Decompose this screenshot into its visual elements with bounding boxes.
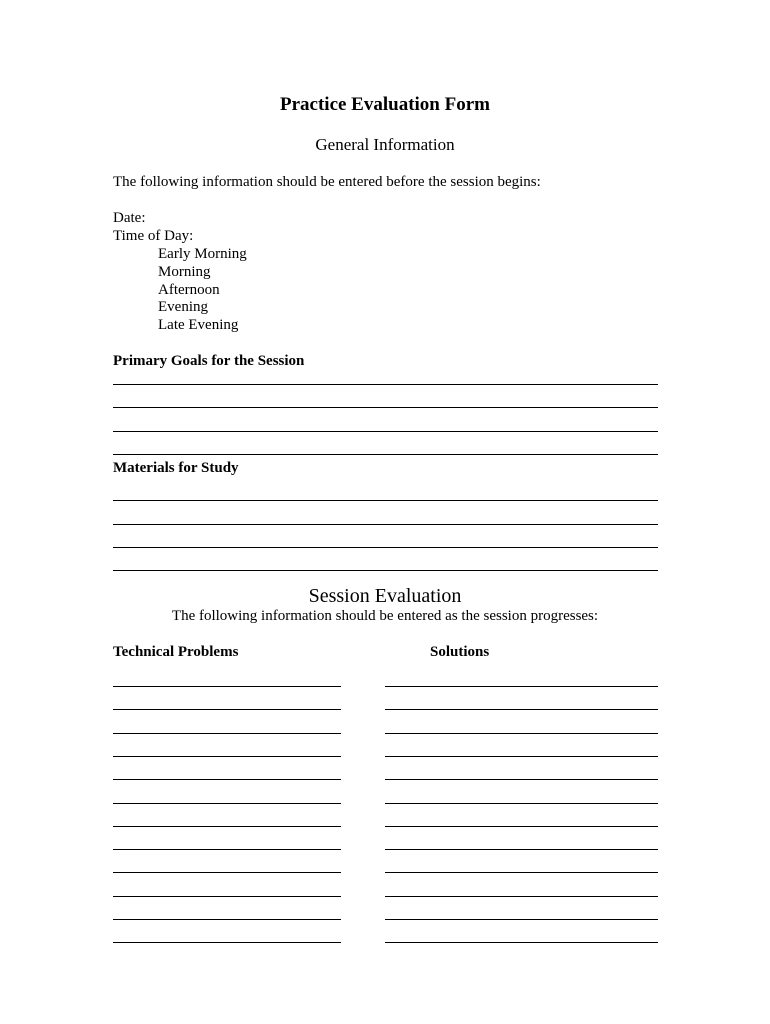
- problem-writing-line: [113, 686, 341, 687]
- time-of-day-label: Time of Day:: [113, 228, 194, 244]
- solution-writing-line: [385, 803, 658, 804]
- solution-writing-line: [385, 919, 658, 920]
- time-option-evening: Evening: [158, 299, 208, 315]
- technical-problems-heading: Technical Problems: [113, 644, 239, 660]
- materials-heading: Materials for Study: [113, 460, 239, 476]
- problem-writing-line: [113, 849, 341, 850]
- problem-writing-line: [113, 919, 341, 920]
- solution-writing-line: [385, 826, 658, 827]
- solution-writing-line: [385, 709, 658, 710]
- solution-writing-line: [385, 686, 658, 687]
- solution-writing-line: [385, 872, 658, 873]
- general-intro-text: The following information should be entered before the session begins:: [113, 174, 541, 190]
- goals-writing-line: [113, 384, 658, 385]
- problem-writing-line: [113, 942, 341, 943]
- problem-writing-line: [113, 779, 341, 780]
- problem-writing-line: [113, 756, 341, 757]
- time-option-afternoon: Afternoon: [158, 282, 220, 298]
- problem-writing-line: [113, 733, 341, 734]
- solution-writing-line: [385, 896, 658, 897]
- goals-writing-line: [113, 407, 658, 408]
- materials-writing-line: [113, 524, 658, 525]
- problem-writing-line: [113, 709, 341, 710]
- time-option-late-evening: Late Evening: [158, 317, 239, 333]
- goals-writing-line: [113, 431, 658, 432]
- solution-writing-line: [385, 849, 658, 850]
- goals-writing-line: [113, 454, 658, 455]
- general-information-heading: General Information: [315, 135, 455, 154]
- solution-writing-line: [385, 942, 658, 943]
- solution-writing-line: [385, 756, 658, 757]
- solution-writing-line: [385, 733, 658, 734]
- problem-writing-line: [113, 896, 341, 897]
- problem-writing-line: [113, 826, 341, 827]
- materials-writing-line: [113, 547, 658, 548]
- session-evaluation-heading: Session Evaluation: [308, 585, 462, 607]
- materials-writing-line: [113, 500, 658, 501]
- solutions-heading: Solutions: [430, 644, 490, 660]
- materials-writing-line: [113, 570, 658, 571]
- primary-goals-heading: Primary Goals for the Session: [113, 353, 305, 369]
- solution-writing-line: [385, 779, 658, 780]
- problem-writing-line: [113, 872, 341, 873]
- problem-writing-line: [113, 803, 341, 804]
- evaluation-intro-text: The following information should be entered as the session progresses:: [171, 608, 599, 624]
- time-option-morning: Morning: [158, 264, 211, 280]
- form-title: Practice Evaluation Form: [279, 94, 490, 115]
- time-option-early-morning: Early Morning: [158, 246, 247, 262]
- date-label: Date:: [113, 210, 146, 226]
